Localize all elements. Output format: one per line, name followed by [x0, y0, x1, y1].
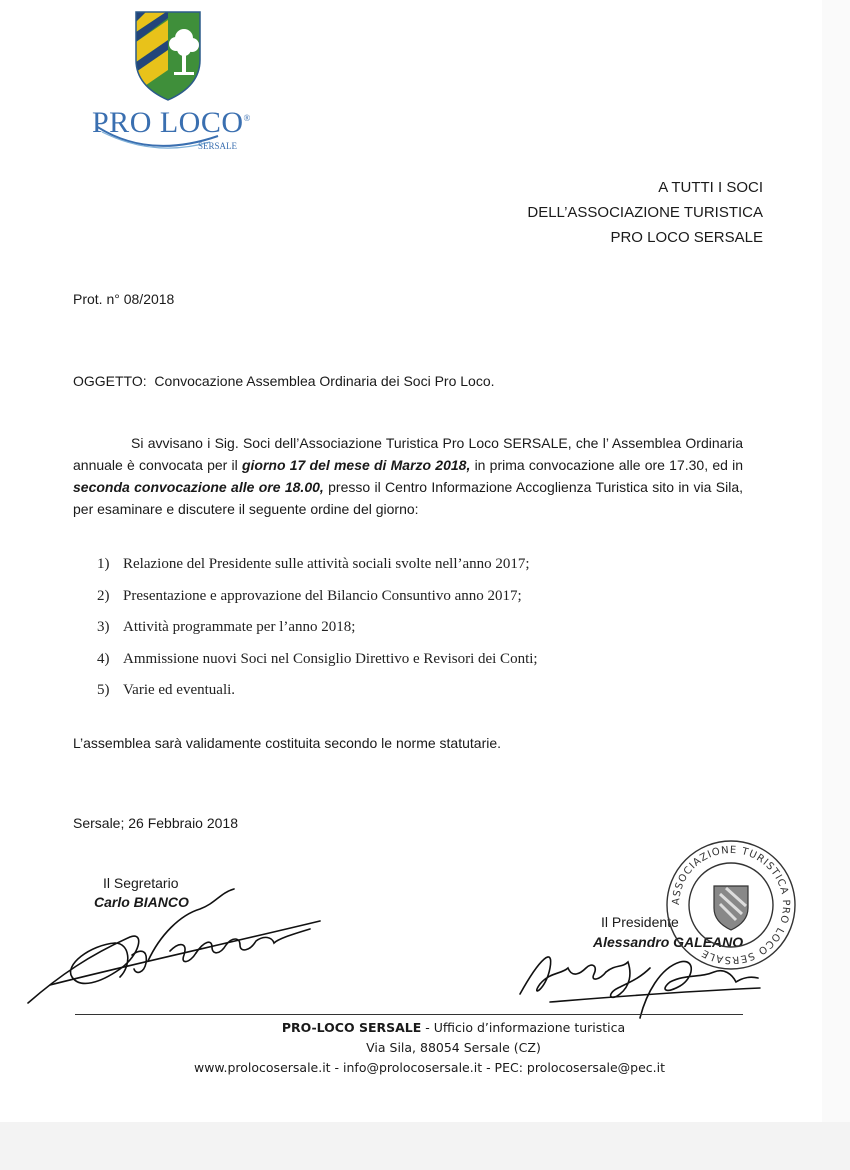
secretary-signature: [20, 885, 340, 1010]
president-name: Alessandro GALEANO: [593, 934, 744, 950]
addressee-line: DELL’ASSOCIAZIONE TURISTICA: [527, 204, 763, 221]
subject-line: [73, 373, 495, 389]
agenda-item: 4) Ammissione nuovi Soci nel Consiglio Direttivo e Revisori dei Conti;: [97, 650, 538, 667]
addressee-block: [527, 175, 763, 250]
second-call-time: seconda convocazione alle ore 18.00,: [73, 479, 324, 495]
scan-edge: [0, 1122, 850, 1170]
date-place: Sersale; 26 Febbraio 2018: [73, 815, 238, 831]
scan-margin: [822, 0, 850, 1122]
agenda-list: [97, 556, 538, 714]
closing-statement: L’assemblea sarà validamente costituita secondo le norme statutarie.: [73, 735, 502, 751]
subject-label: OGGETTO:: [73, 373, 147, 389]
addressee-line: A TUTTI I SOCI: [658, 179, 763, 196]
president-role: Il Presidente: [601, 914, 679, 930]
agenda-item: 1) Relazione del Presidente sulle attività sociali svolte nell’anno 2017;: [97, 556, 530, 572]
footer-address: Via Sila, 88054 Sersale (CZ): [366, 1040, 541, 1055]
svg-text:ASSOCIAZIONE TURISTICA PRO LOC: ASSOCIAZIONE TURISTICA PRO LOCO SERSALE: [670, 844, 792, 966]
footer-org-line: [0, 1020, 850, 1035]
logo-subtitle: SERSALE: [198, 141, 238, 151]
footer-office: - Ufficio d’informazione turistica: [421, 1020, 626, 1035]
body-paragraph: [73, 432, 743, 520]
body-text: presso il Centro Informazione Accoglienza Turistica sito in via Sila, per esaminare e discutere il seguente ordine del giorno:: [73, 479, 744, 517]
agenda-item: 5) Varie ed eventuali.: [97, 682, 236, 698]
secretary-role: Il Segretario: [103, 875, 179, 891]
footer-contacts: www.prolocosersale.it - info@prolocosersale.it - PEC: prolocosersale@pec.it: [193, 1060, 666, 1075]
subject-text: Convocazione Assemblea Ordinaria dei Soci Pro Loco.: [154, 373, 495, 389]
president-signature: [510, 938, 770, 1020]
meeting-date: giorno 17 del mese di Marzo 2018,: [241, 457, 471, 473]
logo-wordmark: PRO LOCO®: [92, 106, 251, 139]
footer-divider: [75, 1014, 743, 1015]
body-text: in prima convocazione alle ore 17.30, ed in: [474, 457, 744, 473]
protocol-number: Prot. n° 08/2018: [73, 291, 175, 307]
footer-org-name: PRO-LOCO SERSALE: [281, 1020, 422, 1035]
body-text: Si avvisano i Sig. Soci dell’Associazione Turistica Pro Loco SERSALE, che l’ Assemblea Ordinaria annuale è convocata per il: [73, 435, 743, 473]
secretary-name: Carlo BIANCO: [94, 894, 189, 910]
agenda-item: 3) Attività programmate per l’anno 2018;: [97, 619, 356, 635]
agenda-item: 2) Presentazione e approvazione del Bilancio Consuntivo anno 2017;: [97, 587, 522, 604]
addressee-line: PRO LOCO SERSALE: [610, 229, 763, 246]
